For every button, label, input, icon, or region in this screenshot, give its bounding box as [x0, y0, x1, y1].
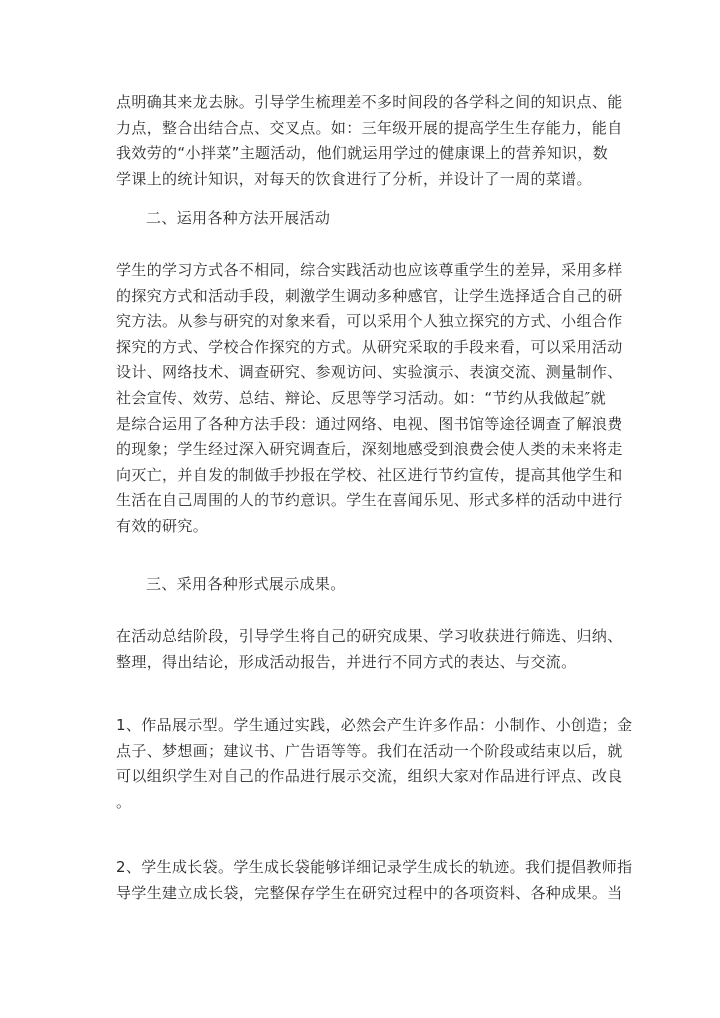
text-line: 在活动总结阶段，引导学生将自己的研究成果、学习收获进行筛选、归纳、 — [116, 627, 623, 645]
text-line: 可以组织学生对自己的作品进行展示交流，组织大家对作品进行评点、改良 — [116, 767, 623, 786]
text-line: 导学生建立成长袋，完整保存学生在研究过程中的各项资料、各种成果。当 — [116, 883, 623, 902]
text-line: 是综合运用了各种方法手段：通过网络、电视、图书馆等途径调查了解浪费 — [116, 414, 623, 433]
paragraph-methods — [116, 258, 623, 540]
text-line: 究方法。从参与研究的对象来看，可以采用个人独立探究的方式、小组合作 — [116, 312, 623, 331]
text-line: 有效的研究。 — [116, 516, 209, 535]
text-line: 探究的方式、学校合作探究的方式。从研究采取的手段来看，可以采用活动 — [116, 337, 623, 356]
text-line: 的现象；学生经过深入研究调查后，深刻地感受到浪费会使人类的未来将走 — [116, 440, 623, 459]
paragraph-continuation — [116, 90, 623, 192]
text-line: 点子、梦想画；建议书、广告语等等。我们在活动一个阶段或结束以后，就 — [116, 741, 623, 760]
section-heading-results — [116, 572, 606, 598]
text-line: 学生的学习方式各不相同，综合实践活动也应该尊重学生的差异，采用多样 — [116, 261, 623, 279]
text-line: 力点，整合出结合点、交叉点。如：三年级开展的提高学生生存能力，能自 — [116, 118, 623, 137]
paragraph-summary-stage — [116, 624, 623, 675]
text-line: 。 — [116, 792, 132, 811]
section-heading-methods — [116, 206, 606, 232]
text-line: 整理，得出结论，形成活动报告，并进行不同方式的表达、与交流。 — [116, 652, 577, 671]
text-line: 向灭亡，并自发的制做手抄报在学校、社区进行节约宣传，提高其他学生和 — [116, 465, 623, 484]
text-line: 2、学生成长袋。学生成长袋能够详细记录学生成长的轨迹。我们提倡教师指 — [116, 858, 633, 876]
text-line: 1、作品展示型。学生通过实践，必然会产生许多作品：小制作、小创造；金 — [116, 716, 633, 734]
text-line: 生活在自己周围的人的节约意识。学生在喜闻乐见、形式多样的活动中进行 — [116, 491, 623, 510]
text-line: 学课上的统计知识，对每天的饮食进行了分析，并设计了一周的菜谱。 — [116, 169, 592, 188]
heading-text: 二、运用各种方法开展活动 — [146, 209, 331, 227]
paragraph-item-1 — [116, 713, 633, 815]
text-line: 的探究方式和活动手段，刺激学生调动多种感官，让学生选择适合自己的研 — [116, 286, 623, 305]
heading-text: 三、采用各种形式展示成果。 — [146, 575, 346, 593]
text-line: 点明确其来龙去脉。引导学生梳理差不多时间段的各学科之间的知识点、能 — [116, 93, 623, 111]
text-line: 我效劳的“小拌菜”主题活动，他们就运用学过的健康课上的营养知识，数 — [116, 144, 609, 163]
text-line: 社会宣传、效劳、总结、辩论、反思等学习活动。如：“节约从我做起″就 — [116, 388, 606, 407]
paragraph-item-2 — [116, 855, 633, 906]
text-line: 设计、网络技术、调查研究、参观访问、实验演示、表演交流、测量制作、 — [116, 363, 623, 382]
